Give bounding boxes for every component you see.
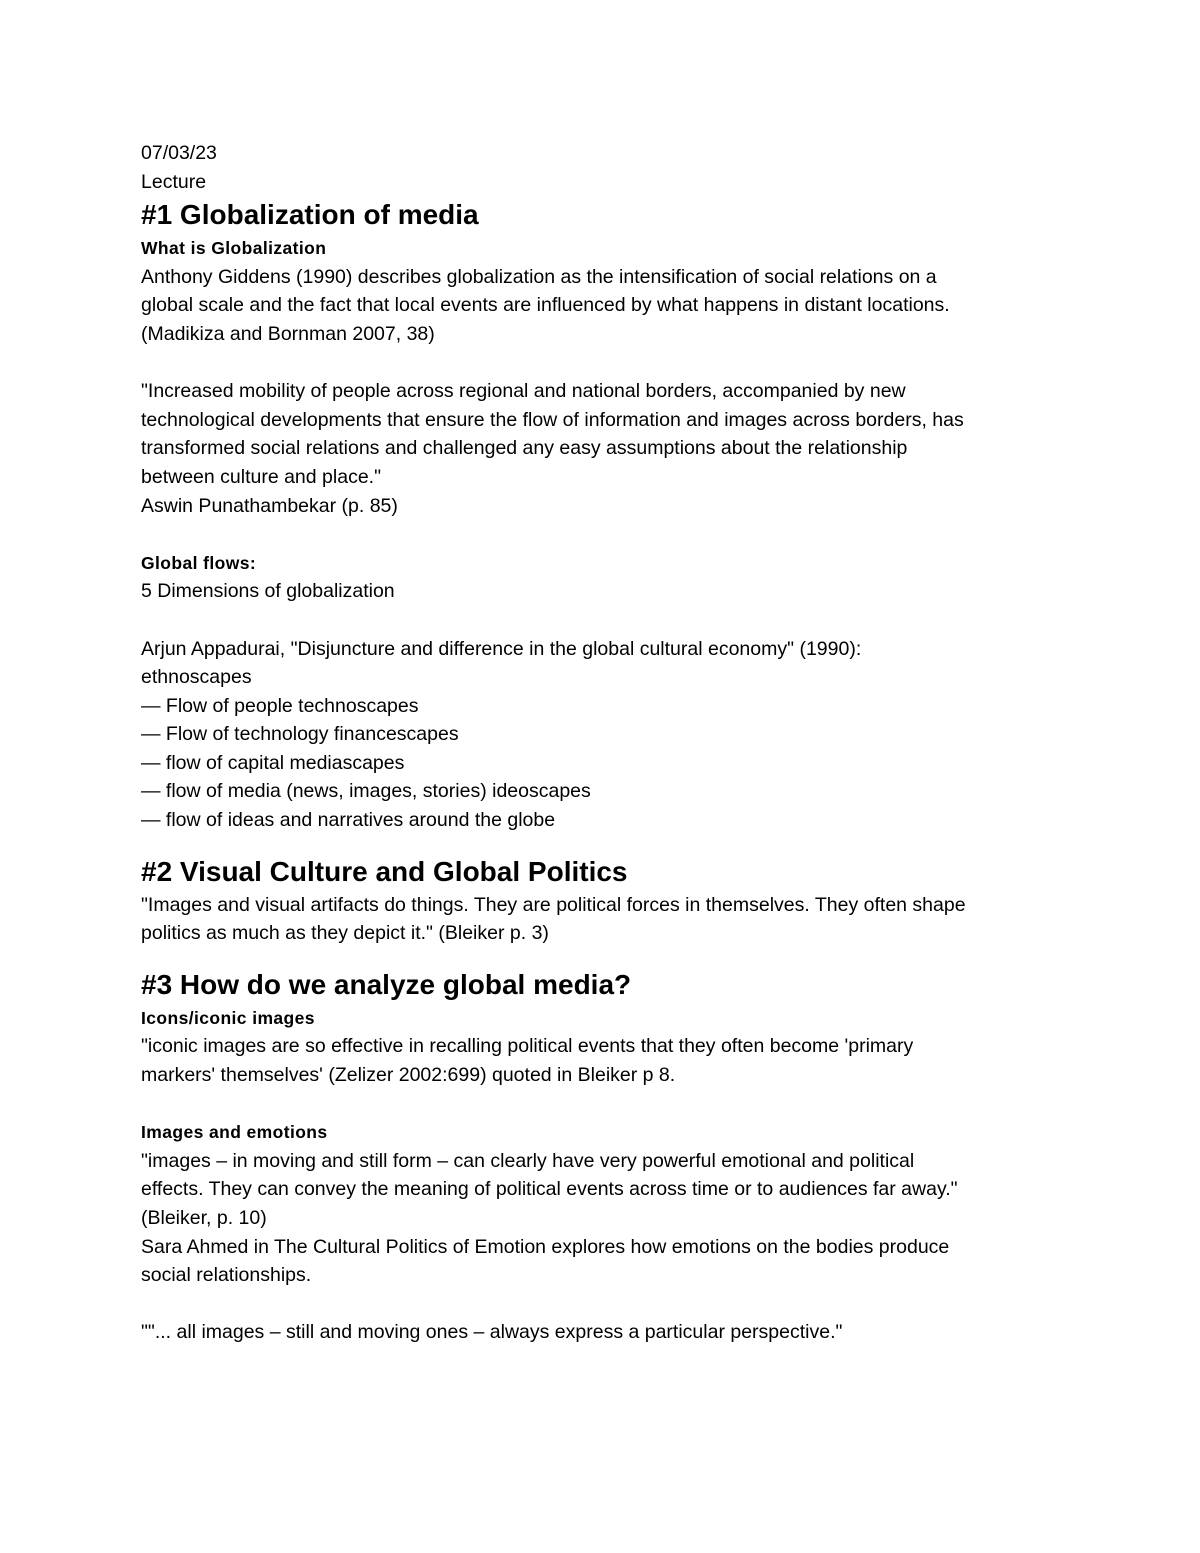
giddens-line: global scale and the fact that local events are influenced by what happens in distant locations. (141, 294, 950, 317)
spacer (141, 520, 1071, 549)
punathambekar-quote-line: transformed social relations and challenged any easy assumptions about the relationship (141, 437, 908, 460)
document-page (141, 139, 1071, 1347)
section3-subheading-images-emotions: Images and emotions (141, 1122, 328, 1143)
appadurai-list-item: — flow of capital mediascapes (141, 751, 405, 774)
appadurai-list-item: — flow of ideas and narratives around the globe (141, 809, 556, 832)
spacer (141, 835, 1071, 853)
appadurai-line: ethnoscapes (141, 666, 252, 689)
punathambekar-quote-line: technological developments that ensure the flow of information and images across borders, has (141, 408, 964, 431)
appadurai-line: Arjun Appadurai, "Disjuncture and difference in the global cultural economy" (1990): (141, 637, 862, 660)
spacer (141, 606, 1071, 635)
spacer (141, 349, 1071, 378)
lecture-date: 07/03/23 (141, 142, 217, 164)
appadurai-list-item: — flow of media (news, images, stories) ideoscapes (141, 780, 591, 803)
lecture-type-label: Lecture (141, 170, 207, 193)
section2-title: #2 Visual Culture and Global Politics (141, 855, 628, 887)
section1-subheading-global-flows: Global flows: (141, 552, 257, 573)
iconic-images-line: "iconic images are so effective in recalling political events that they often become 'primary (141, 1035, 914, 1058)
section1-subheading-what-is-globalization: What is Globalization (141, 238, 327, 259)
iconic-images-line: markers' themselves' (Zelizer 2002:699) quoted in Bleiker p 8. (141, 1064, 676, 1087)
emotions-line: "images – in moving and still form – can clearly have very powerful emotional and political (141, 1149, 915, 1172)
spacer (141, 1290, 1071, 1319)
section3-subheading-iconic-images: Icons/iconic images (141, 1007, 315, 1028)
spacer (141, 948, 1071, 966)
emotions-line: effects. They can convey the meaning of political events across time or to audiences far away." (141, 1178, 958, 1201)
ahmed-line: Sara Ahmed in The Cultural Politics of Emotion explores how emotions on the bodies produce (141, 1235, 950, 1258)
appadurai-list-item: — Flow of technology financescapes (141, 723, 459, 746)
punathambekar-citation: Aswin Punathambekar (p. 85) (141, 494, 398, 517)
final-quote: ""... all images – still and moving ones – always express a particular perspective." (141, 1321, 843, 1344)
punathambekar-quote-line: "Increased mobility of people across regional and national borders, accompanied by new (141, 380, 906, 403)
bleiker-quote-line: politics as much as they depict it." (Bleiker p. 3) (141, 922, 549, 945)
punathambekar-quote-line: between culture and place." (141, 465, 381, 488)
appadurai-list-item: — Flow of people technoscapes (141, 694, 419, 717)
giddens-citation: (Madikiza and Bornman 2007, 38) (141, 322, 435, 345)
spacer (141, 1090, 1071, 1119)
ahmed-line: social relationships. (141, 1264, 312, 1287)
bleiker-quote-line: "Images and visual artifacts do things. They are political forces in themselves. They often shape (141, 893, 966, 916)
dimensions-line: 5 Dimensions of globalization (141, 580, 395, 603)
section3-title: #3 How do we analyze global media? (141, 968, 632, 1000)
emotions-citation: (Bleiker, p. 10) (141, 1207, 267, 1229)
section1-title: #1 Globalization of media (141, 199, 479, 231)
giddens-line: Anthony Giddens (1990) describes globalization as the intensification of social relations on a (141, 265, 937, 288)
